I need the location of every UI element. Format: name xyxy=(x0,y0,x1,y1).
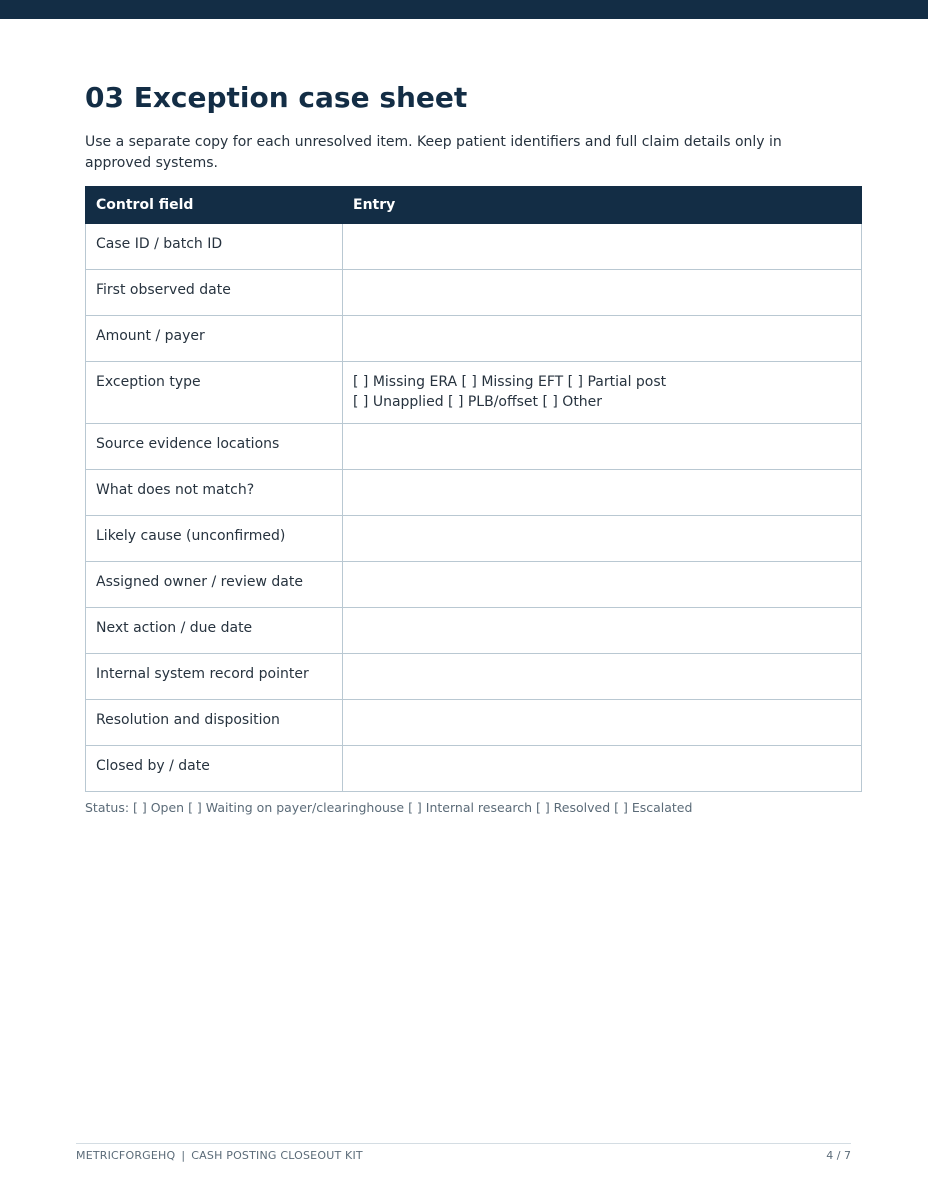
exception-options-line-1: [ ] Missing ERA [ ] Missing EFT [ ] Partial post xyxy=(353,374,667,390)
field-label: Closed by / date xyxy=(86,746,343,792)
header-control-field: Control field xyxy=(86,187,343,224)
entry-cell-record-pointer[interactable] xyxy=(343,654,862,700)
table-row xyxy=(86,270,862,316)
footer-doc-title: CASH POSTING CLOSEOUT KIT xyxy=(191,1149,363,1162)
field-label: Source evidence locations xyxy=(86,424,343,470)
entry-cell-next-action[interactable] xyxy=(343,608,862,654)
table-row xyxy=(86,516,862,562)
entry-cell-assigned-owner[interactable] xyxy=(343,562,862,608)
table-row xyxy=(86,424,862,470)
table-row xyxy=(86,562,862,608)
footer-doc-label xyxy=(76,1149,363,1162)
table-row xyxy=(86,362,862,424)
table-row xyxy=(86,746,862,792)
header-entry: Entry xyxy=(343,187,862,224)
entry-cell-resolution[interactable] xyxy=(343,700,862,746)
field-label: Resolution and disposition xyxy=(86,700,343,746)
intro-text: Use a separate copy for each unresolved item. Keep patient identifiers and full claim details only in approved systems. xyxy=(85,134,782,171)
footer-separator: | xyxy=(181,1149,186,1162)
field-label: Internal system record pointer xyxy=(86,654,343,700)
entry-cell-amount-payer[interactable] xyxy=(343,316,862,362)
table-row xyxy=(86,608,862,654)
field-label: What does not match? xyxy=(86,470,343,516)
exception-case-table xyxy=(85,186,862,792)
table-row xyxy=(86,316,862,362)
field-label: Likely cause (unconfirmed) xyxy=(86,516,343,562)
entry-cell-case-id[interactable] xyxy=(343,224,862,270)
table-row xyxy=(86,654,862,700)
footer-brand: METRICFORGEHQ xyxy=(76,1149,176,1162)
entry-cell-closed-by[interactable] xyxy=(343,746,862,792)
top-banner-bar xyxy=(0,0,928,19)
entry-cell-source-evidence[interactable] xyxy=(343,424,862,470)
footer-divider xyxy=(76,1143,851,1144)
table-row xyxy=(86,700,862,746)
status-checklist: Status: [ ] Open [ ] Waiting on payer/clearinghouse [ ] Internal research [ ] Resolved [ ] Escalated xyxy=(85,800,693,815)
table-row xyxy=(86,470,862,516)
entry-cell-exception-type[interactable] xyxy=(343,362,862,424)
field-label: First observed date xyxy=(86,270,343,316)
page-title: 03 Exception case sheet xyxy=(85,81,468,114)
field-label: Assigned owner / review date xyxy=(86,562,343,608)
entry-cell-mismatch[interactable] xyxy=(343,470,862,516)
field-label: Exception type xyxy=(86,362,343,424)
table-row xyxy=(86,224,862,270)
field-label: Next action / due date xyxy=(86,608,343,654)
table-header-row xyxy=(86,187,862,224)
field-label: Case ID / batch ID xyxy=(86,224,343,270)
exception-options-line-2: [ ] Unapplied [ ] PLB/offset [ ] Other xyxy=(353,394,603,410)
entry-cell-likely-cause[interactable] xyxy=(343,516,862,562)
page-number: 4 / 7 xyxy=(826,1149,851,1162)
entry-cell-first-observed[interactable] xyxy=(343,270,862,316)
field-label: Amount / payer xyxy=(86,316,343,362)
